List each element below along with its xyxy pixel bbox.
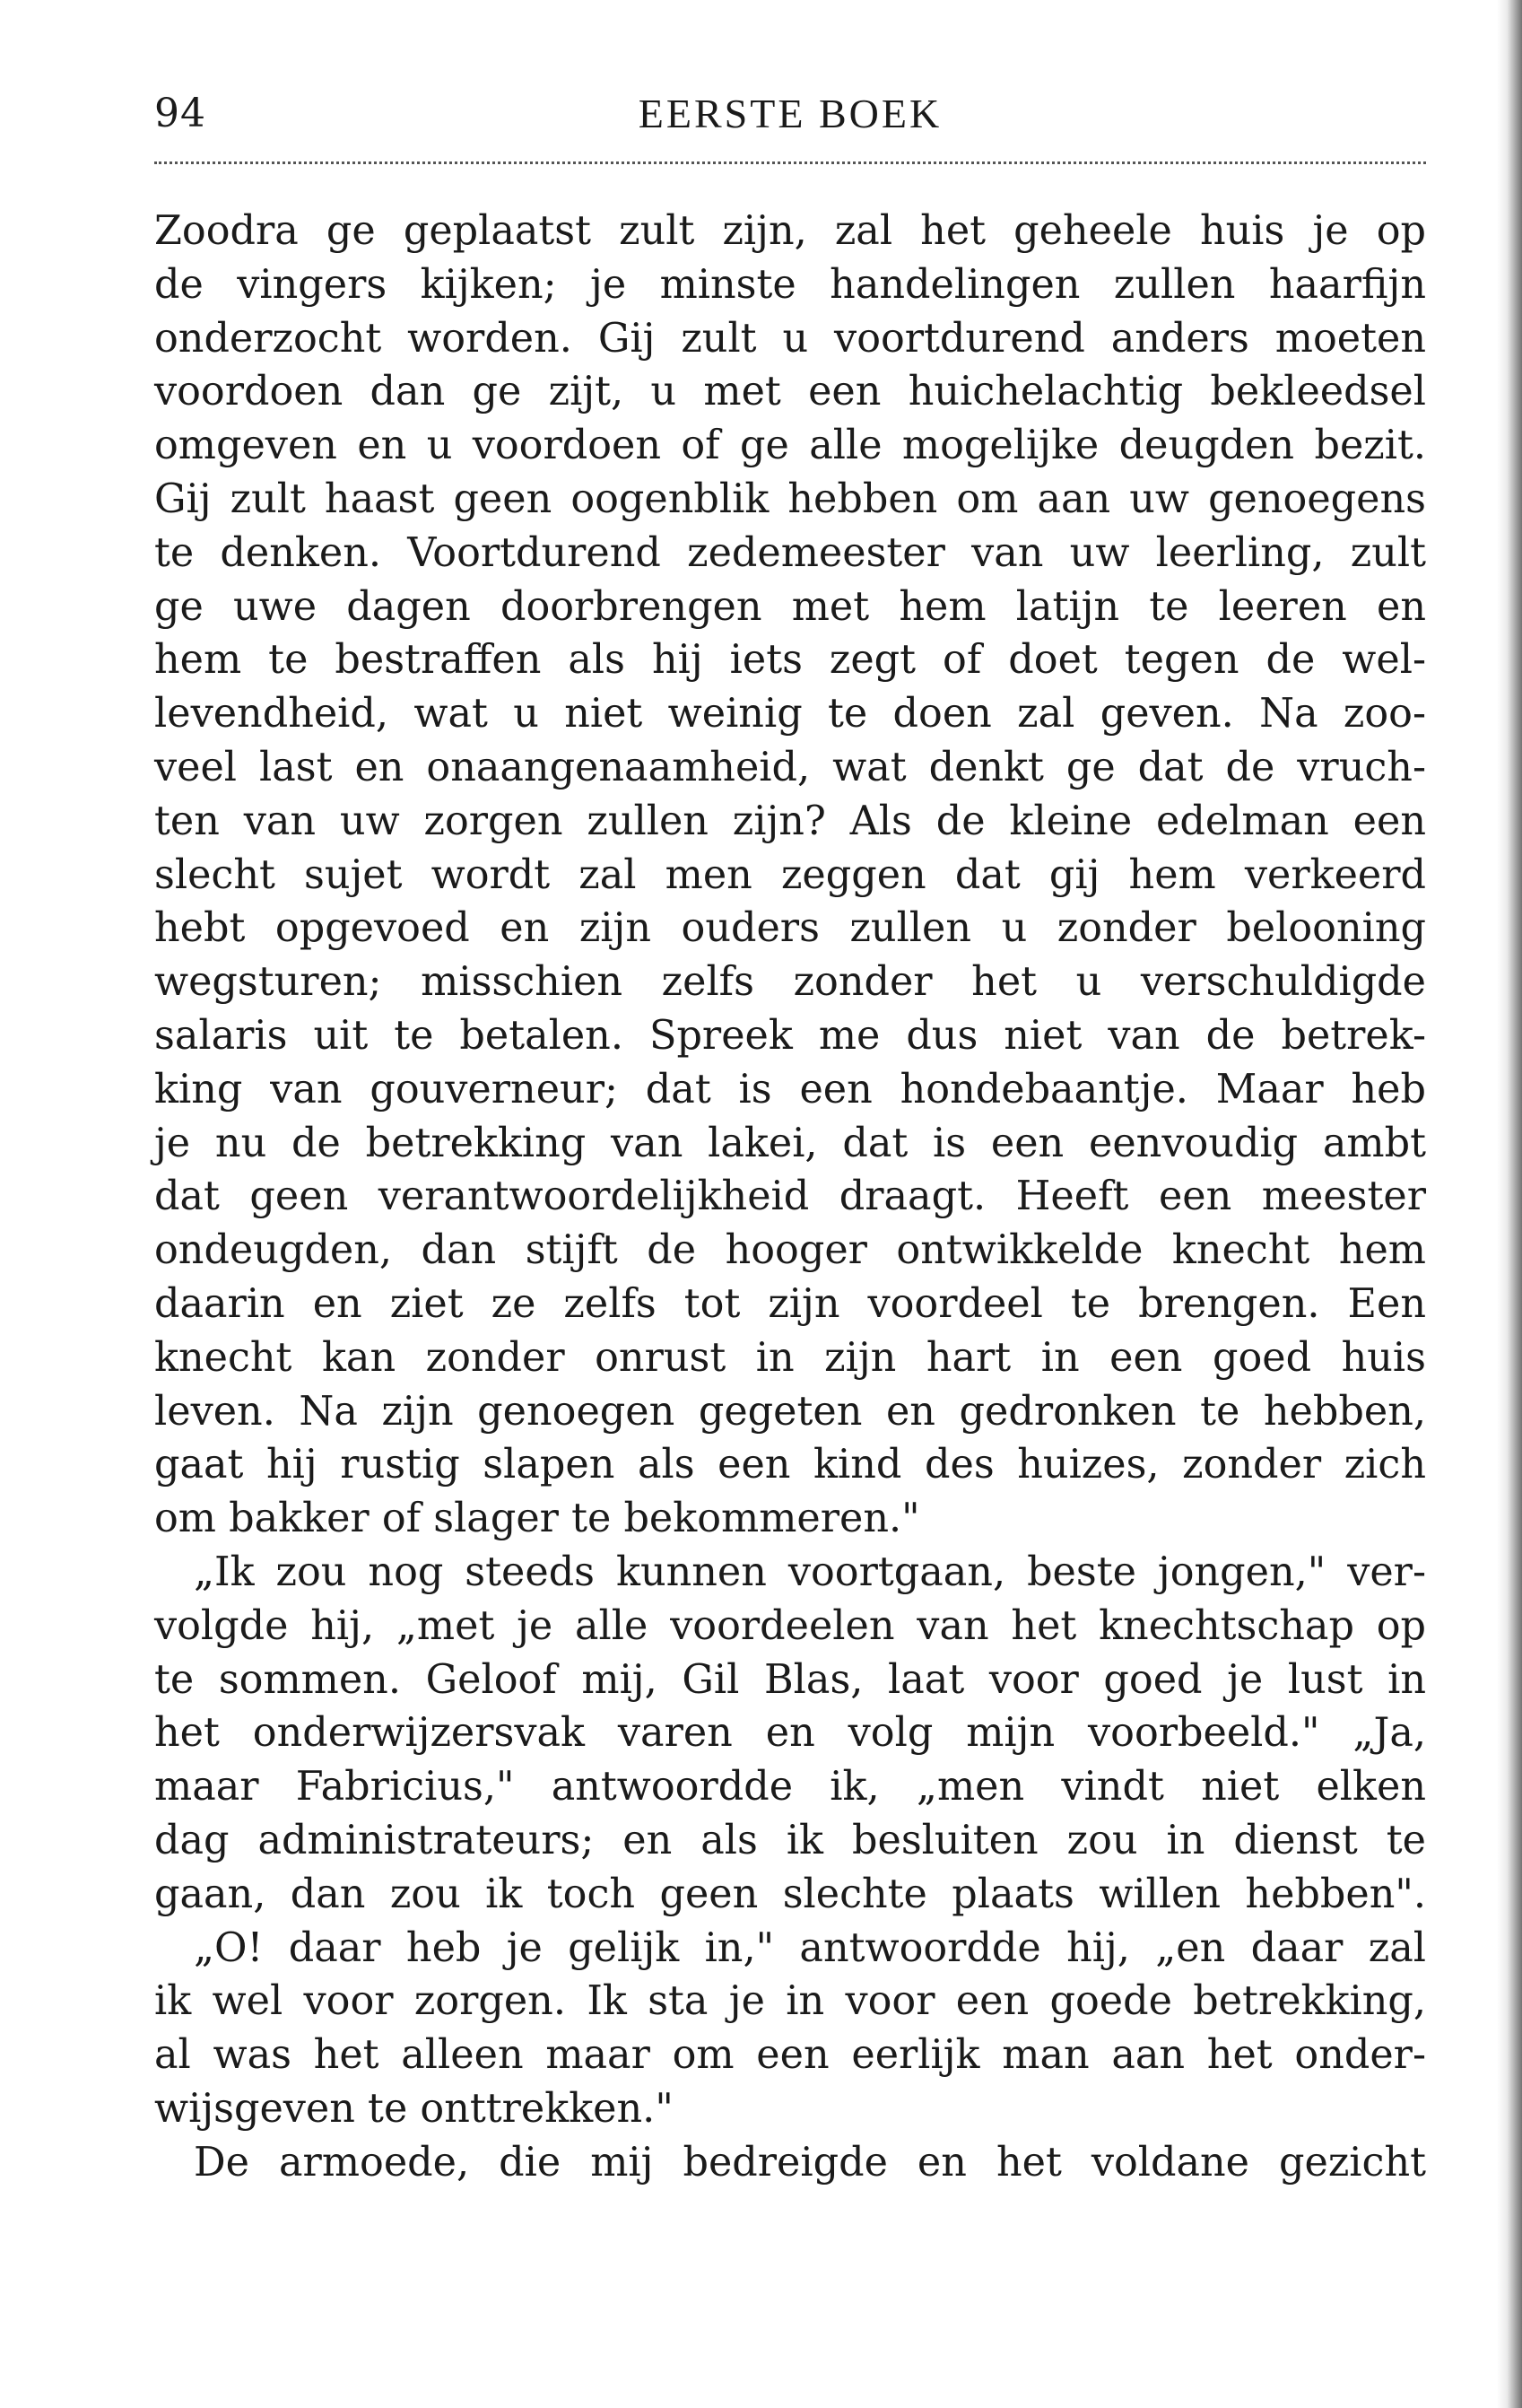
text-line: Gij zult haast geen oogenblik hebben om aan uw genoegens — [154, 475, 1426, 522]
text-line: slecht sujet wordt zal men zeggen dat gij hem verkeerd — [154, 851, 1426, 898]
text-line: king van gouverneur; dat is een hondebaantje. Maar heb — [154, 1066, 1426, 1112]
page-edge-shadow — [1497, 0, 1522, 2408]
text-line: knecht kan zonder onrust in zijn hart in een goed huis — [154, 1334, 1426, 1381]
text-line: gaan, dan zou ik toch geen slechte plaats willen hebben". — [154, 1871, 1426, 1917]
text-line: omgeven en u voordoen of ge alle mogelijke deugden bezit. — [154, 423, 1426, 469]
text-line: hem te bestraffen als hij iets zegt of doet tegen de wel- — [154, 637, 1426, 684]
text-line: ik wel voor zorgen. Ik sta je in voor een goede betrekking, — [154, 1978, 1426, 2025]
text-line: maar Fabricius," antwoordde ik, „men vindt niet elken — [154, 1764, 1426, 1810]
body-text — [154, 205, 1426, 2189]
text-line: voordoen dan ge zijt, u met een huichelachtig bekleedsel — [154, 369, 1426, 415]
text-line: volgde hij, „met je alle voordeelen van het knechtschap op — [154, 1602, 1426, 1649]
text-line: „O! daar heb je gelijk in," antwoordde hij, „en daar zal — [194, 1924, 1426, 1971]
text-line: je nu de betrekking van lakei, dat is een eenvoudig ambt — [154, 1120, 1426, 1166]
text-line: levendheid, wat u niet weinig te doen zal geven. Na zoo- — [154, 691, 1426, 737]
text-line: leven. Na zijn genoegen gegeten en gedronken te hebben, — [154, 1388, 1426, 1435]
text-line: daarin en ziet ze zelfs tot zijn voordeel te brengen. Een — [154, 1280, 1426, 1327]
text-line: ge uwe dagen doorbrengen met hem latijn te leeren en — [154, 583, 1426, 630]
text-line: hebt opgevoed en zijn ouders zullen u zonder belooning — [154, 905, 1426, 952]
text-line: wegsturen; misschien zelfs zonder het u verschuldigde — [154, 959, 1426, 1006]
text-line: het onderwijzersvak varen en volg mijn voorbeeld." „Ja, — [154, 1710, 1426, 1757]
text-line: gaat hij rustig slapen als een kind des huizes, zonder zich — [154, 1442, 1426, 1488]
text-line: wijsgeven te onttrekken." — [154, 2085, 674, 2132]
text-line: om bakker of slager te bekommeren." — [154, 1496, 920, 1542]
header-dotted-rule — [154, 161, 1426, 164]
text-line: te sommen. Geloof mij, Gil Blas, laat voor goed je lust in — [154, 1656, 1426, 1703]
text-line: De armoede, die mij bedreigde en het voldane gezicht — [194, 2139, 1426, 2186]
text-line: salaris uit te betalen. Spreek me dus niet van de betrek- — [154, 1012, 1426, 1059]
text-line: dag administrateurs; en als ik besluiten zou in dienst te — [154, 1817, 1426, 1863]
page-number: 94 — [154, 91, 206, 136]
text-line: ten van uw zorgen zullen zijn? Als de kleine edelman een — [154, 798, 1426, 844]
text-line: „Ik zou nog steeds kunnen voortgaan, beste jongen," ver- — [194, 1549, 1426, 1595]
text-line: ondeugden, dan stijft de hooger ontwikkelde knecht hem — [154, 1227, 1426, 1274]
text-line: de vingers kijken; je minste handelingen zullen haarfijn — [154, 261, 1426, 308]
page-header — [154, 83, 1426, 145]
text-line: dat geen verantwoordelijkheid draagt. Heeft een meester — [154, 1173, 1426, 1220]
text-line: te denken. Voortdurend zedemeester van uw leerling, zult — [154, 529, 1426, 576]
text-line: Zoodra ge geplaatst zult zijn, zal het geheele huis je op — [154, 208, 1426, 254]
text-line: veel last en onaangenaamheid, wat denkt ge dat de vruch- — [154, 744, 1426, 790]
text-line: al was het alleen maar om een eerlijk man aan het onder- — [154, 2032, 1426, 2079]
running-title: EERSTE BOEK — [638, 91, 943, 136]
text-line: onderzocht worden. Gij zult u voortdurend anders moeten — [154, 315, 1426, 362]
